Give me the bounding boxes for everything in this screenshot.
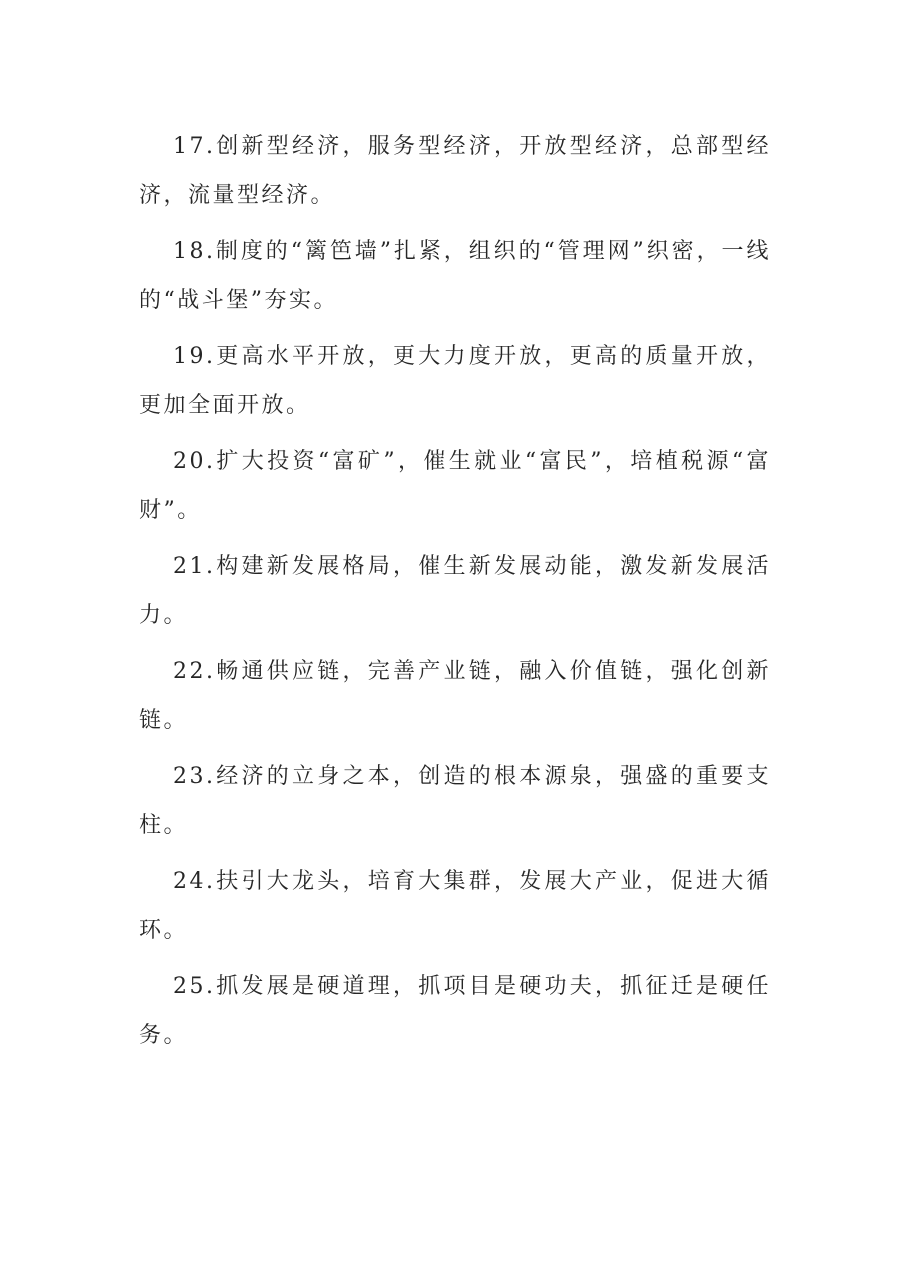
list-item: 21.构建新发展格局，催生新发展动能，激发新发展活力。 xyxy=(139,554,771,628)
list-item: 22.畅通供应链，完善产业链，融入价值链，强化创新链。 xyxy=(139,659,771,733)
list-item: 25.抓发展是硬道理，抓项目是硬功夫，抓征迁是硬任务。 xyxy=(139,974,771,1048)
document-body xyxy=(139,122,771,1067)
list-item: 24.扶引大龙头，培育大集群，发展大产业，促进大循环。 xyxy=(139,869,771,943)
list-item: 17.创新型经济，服务型经济，开放型经济，总部型经济，流量型经济。 xyxy=(139,134,771,208)
list-item: 23.经济的立身之本，创造的根本源泉，强盛的重要支柱。 xyxy=(139,764,771,838)
list-item: 19.更高水平开放，更大力度开放，更高的质量开放，更加全面开放。 xyxy=(139,344,771,418)
list-item: 18.制度的“篱笆墙”扎紧，组织的“管理网”织密，一线的“战斗堡”夯实。 xyxy=(139,239,771,313)
list-item: 20.扩大投资“富矿”，催生就业“富民”，培植税源“富财”。 xyxy=(139,449,771,523)
